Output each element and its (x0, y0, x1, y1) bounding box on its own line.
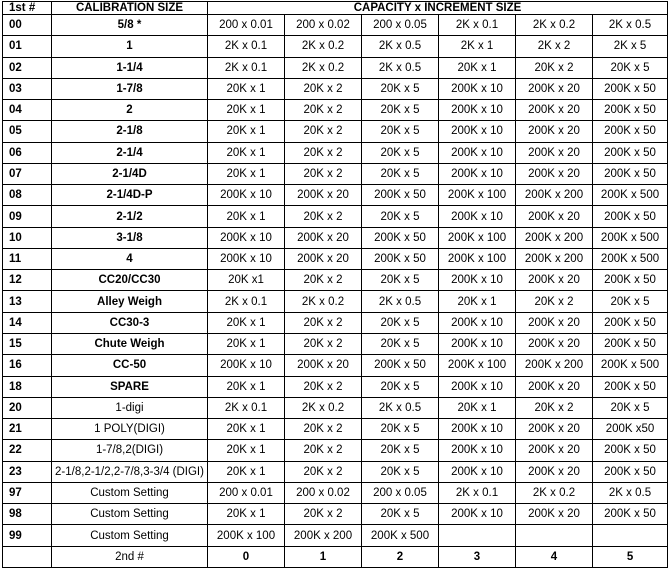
capacity-cell: 200K x 10 (439, 121, 516, 142)
capacity-cell (593, 525, 668, 546)
footer-second-number-label: 2nd # (52, 546, 208, 567)
row-calibration-size: 1-7/8,2(DIGI) (52, 440, 208, 461)
row-calibration-size: CC20/CC30 (52, 270, 208, 291)
table-row (3, 355, 668, 376)
row-calibration-size: 4 (52, 248, 208, 269)
capacity-cell: 20K x 2 (285, 270, 362, 291)
row-first-number: 06 (3, 142, 52, 163)
table-row (3, 312, 668, 333)
capacity-cell: 20K x 5 (593, 57, 668, 78)
capacity-cell: 20K x 5 (593, 291, 668, 312)
capacity-cell: 20K x 1 (439, 397, 516, 418)
table-row (3, 461, 668, 482)
table-row (3, 397, 668, 418)
table-row (3, 291, 668, 312)
capacity-cell: 200K x 200 (516, 355, 593, 376)
table-row (3, 36, 668, 57)
capacity-cell: 20K x 2 (285, 333, 362, 354)
capacity-cell (439, 525, 516, 546)
capacity-cell: 2K x 0.5 (362, 57, 439, 78)
capacity-cell: 2K x 0.2 (516, 482, 593, 503)
capacity-cell: 20K x 1 (439, 291, 516, 312)
capacity-cell: 20K x 2 (285, 312, 362, 333)
capacity-cell: 200K x 20 (516, 78, 593, 99)
capacity-cell: 200K x 50 (593, 440, 668, 461)
capacity-cell: 200K x 500 (593, 355, 668, 376)
capacity-cell: 200K x 50 (362, 185, 439, 206)
capacity-cell: 200K x 10 (208, 355, 285, 376)
capacity-cell: 200K x 10 (208, 185, 285, 206)
capacity-cell: 20K x 2 (285, 142, 362, 163)
row-first-number: 21 (3, 419, 52, 440)
row-first-number: 12 (3, 270, 52, 291)
table-row (3, 57, 668, 78)
capacity-cell: 20K x 2 (285, 419, 362, 440)
table-row (3, 482, 668, 503)
capacity-cell: 20K x 1 (208, 312, 285, 333)
capacity-cell: 200K x 50 (593, 333, 668, 354)
table-row (3, 525, 668, 546)
capacity-cell: 200K x 100 (208, 525, 285, 546)
row-first-number: 14 (3, 312, 52, 333)
table-row (3, 15, 668, 36)
capacity-cell: 200K x 50 (593, 142, 668, 163)
capacity-cell: 20K x 2 (285, 78, 362, 99)
row-calibration-size: 2-1/4 (52, 142, 208, 163)
capacity-cell: 200K x 10 (439, 312, 516, 333)
row-first-number: 03 (3, 78, 52, 99)
capacity-cell: 200K x 10 (208, 227, 285, 248)
capacity-cell: 2K x 0.5 (362, 397, 439, 418)
table-row (3, 376, 668, 397)
capacity-cell: 20K x 1 (208, 78, 285, 99)
capacity-cell: 20K x 5 (362, 163, 439, 184)
capacity-cell: 2K x 0.1 (208, 291, 285, 312)
capacity-cell: 200K x 10 (439, 100, 516, 121)
row-calibration-size: 1-7/8 (52, 78, 208, 99)
footer-second-number: 4 (516, 546, 593, 567)
capacity-cell: 200K x 20 (516, 419, 593, 440)
capacity-cell: 200K x 100 (439, 355, 516, 376)
calibration-table (2, 1, 668, 568)
capacity-cell: 20K x 1 (208, 333, 285, 354)
capacity-cell: 20K x 2 (285, 504, 362, 525)
capacity-cell: 20K x 5 (362, 461, 439, 482)
row-calibration-size: 1-digi (52, 397, 208, 418)
capacity-cell: 20K x 5 (362, 270, 439, 291)
capacity-cell: 200K x 100 (439, 185, 516, 206)
row-first-number: 20 (3, 397, 52, 418)
capacity-cell: 2K x 0.5 (593, 482, 668, 503)
capacity-cell: 200K x 50 (593, 376, 668, 397)
capacity-cell: 20K x 1 (208, 121, 285, 142)
row-first-number: 99 (3, 525, 52, 546)
row-calibration-size: 2-1/4D-P (52, 185, 208, 206)
capacity-cell: 2K x 1 (439, 36, 516, 57)
capacity-cell: 20K x 1 (208, 461, 285, 482)
row-first-number: 97 (3, 482, 52, 503)
capacity-cell: 20K x 5 (362, 376, 439, 397)
capacity-cell: 200K x 50 (593, 206, 668, 227)
header-calibration-size: CALIBRATION SIZE (52, 2, 208, 15)
capacity-cell: 2K x 2 (516, 36, 593, 57)
capacity-cell: 2K x 0.1 (439, 15, 516, 36)
table-row (3, 419, 668, 440)
row-calibration-size: 1 (52, 36, 208, 57)
row-first-number: 09 (3, 206, 52, 227)
table-row (3, 504, 668, 525)
capacity-cell: 200K x 10 (439, 419, 516, 440)
capacity-cell: 200K x 20 (516, 100, 593, 121)
capacity-cell: 200K x 200 (516, 185, 593, 206)
capacity-cell: 2K x 0.1 (208, 57, 285, 78)
capacity-cell: 200K x 20 (516, 461, 593, 482)
capacity-cell: 20K x 2 (516, 291, 593, 312)
capacity-cell: 200 x 0.02 (285, 482, 362, 503)
capacity-cell: 200K x 20 (516, 206, 593, 227)
capacity-cell: 200K x 20 (285, 227, 362, 248)
capacity-cell: 200K x 10 (439, 376, 516, 397)
header-row (3, 2, 668, 15)
row-first-number: 07 (3, 163, 52, 184)
header-first-number: 1st # (3, 2, 52, 15)
capacity-cell: 20K x 5 (362, 121, 439, 142)
capacity-cell: 20K x 5 (362, 312, 439, 333)
capacity-cell: 200K x 20 (516, 121, 593, 142)
capacity-cell: 200K x 50 (593, 504, 668, 525)
capacity-cell: 200K x 50 (362, 248, 439, 269)
capacity-cell: 200K x 20 (516, 333, 593, 354)
footer-second-number: 1 (285, 546, 362, 567)
capacity-cell: 200K x 20 (516, 504, 593, 525)
table-row (3, 163, 668, 184)
row-calibration-size: Custom Setting (52, 525, 208, 546)
capacity-cell: 20K x 5 (362, 504, 439, 525)
capacity-cell: 2K x 0.2 (285, 291, 362, 312)
row-calibration-size: 1-1/4 (52, 57, 208, 78)
capacity-cell: 20K x 2 (285, 100, 362, 121)
capacity-cell: 200K x 200 (516, 248, 593, 269)
capacity-cell: 2K x 0.2 (285, 36, 362, 57)
row-calibration-size: 5/8 * (52, 15, 208, 36)
capacity-cell: 200K x 10 (439, 333, 516, 354)
capacity-cell: 200K x 50 (593, 312, 668, 333)
table-row (3, 227, 668, 248)
capacity-cell: 200K x 10 (439, 206, 516, 227)
table-row (3, 142, 668, 163)
capacity-cell: 200K x50 (593, 419, 668, 440)
capacity-cell: 2K x 0.5 (362, 36, 439, 57)
row-first-number: 13 (3, 291, 52, 312)
capacity-cell: 200K x 20 (285, 185, 362, 206)
capacity-cell: 20K x 1 (208, 206, 285, 227)
capacity-cell: 200 x 0.02 (285, 15, 362, 36)
capacity-cell: 20K x 2 (516, 397, 593, 418)
capacity-cell: 200K x 10 (439, 461, 516, 482)
row-first-number: 22 (3, 440, 52, 461)
row-calibration-size: SPARE (52, 376, 208, 397)
table-row (3, 270, 668, 291)
capacity-cell: 20K x1 (208, 270, 285, 291)
capacity-cell: 200K x 10 (208, 248, 285, 269)
row-first-number: 10 (3, 227, 52, 248)
row-calibration-size: 2-1/2 (52, 206, 208, 227)
row-calibration-size: CC-50 (52, 355, 208, 376)
row-calibration-size: 2-1/4D (52, 163, 208, 184)
header-capacity-increment: CAPACITY x INCREMENT SIZE (208, 2, 668, 15)
row-first-number: 01 (3, 36, 52, 57)
table-row (3, 185, 668, 206)
capacity-cell: 200K x 10 (439, 270, 516, 291)
row-first-number: 04 (3, 100, 52, 121)
capacity-cell: 20K x 2 (285, 206, 362, 227)
footer-second-number: 5 (593, 546, 668, 567)
capacity-cell: 200K x 10 (439, 142, 516, 163)
capacity-cell: 20K x 1 (208, 376, 285, 397)
footer-second-number: 3 (439, 546, 516, 567)
capacity-cell: 2K x 0.1 (208, 36, 285, 57)
capacity-cell: 20K x 2 (285, 121, 362, 142)
capacity-cell: 20K x 5 (362, 100, 439, 121)
row-first-number: 11 (3, 248, 52, 269)
capacity-cell: 200K x 50 (593, 121, 668, 142)
row-first-number: 23 (3, 461, 52, 482)
capacity-cell: 2K x 0.1 (208, 397, 285, 418)
capacity-cell: 2K x 0.5 (593, 15, 668, 36)
table-row (3, 248, 668, 269)
capacity-cell: 20K x 5 (593, 397, 668, 418)
capacity-cell: 200K x 50 (593, 78, 668, 99)
capacity-cell: 20K x 5 (362, 440, 439, 461)
capacity-cell: 200K x 500 (593, 227, 668, 248)
table-body (3, 15, 668, 568)
capacity-cell: 200K x 100 (439, 248, 516, 269)
capacity-cell: 20K x 5 (362, 419, 439, 440)
capacity-cell: 200K x 100 (439, 227, 516, 248)
capacity-cell (516, 525, 593, 546)
capacity-cell: 200 x 0.01 (208, 482, 285, 503)
capacity-cell: 20K x 5 (362, 206, 439, 227)
row-calibration-size: 3-1/8 (52, 227, 208, 248)
row-first-number: 02 (3, 57, 52, 78)
table-row (3, 100, 668, 121)
row-first-number: 15 (3, 333, 52, 354)
capacity-cell: 200K x 20 (285, 248, 362, 269)
capacity-cell: 200K x 10 (439, 440, 516, 461)
row-calibration-size: 2-1/8 (52, 121, 208, 142)
row-first-number: 05 (3, 121, 52, 142)
row-calibration-size: Chute Weigh (52, 333, 208, 354)
capacity-cell: 20K x 2 (285, 376, 362, 397)
capacity-cell: 20K x 1 (439, 57, 516, 78)
table-row (3, 440, 668, 461)
capacity-cell: 20K x 1 (208, 504, 285, 525)
capacity-cell: 20K x 1 (208, 440, 285, 461)
capacity-cell: 200K x 200 (516, 227, 593, 248)
capacity-cell: 20K x 2 (285, 461, 362, 482)
capacity-cell: 20K x 5 (362, 142, 439, 163)
capacity-cell: 200K x 20 (516, 270, 593, 291)
row-calibration-size: Custom Setting (52, 482, 208, 503)
row-calibration-size: Alley Weigh (52, 291, 208, 312)
row-calibration-size: 2-1/8,2-1/2,2-7/8,3-3/4 (DIGI) (52, 461, 208, 482)
capacity-cell: 2K x 0.2 (285, 397, 362, 418)
row-calibration-size: Custom Setting (52, 504, 208, 525)
row-calibration-size: 2 (52, 100, 208, 121)
capacity-cell: 20K x 1 (208, 100, 285, 121)
capacity-cell: 200K x 20 (285, 355, 362, 376)
row-first-number: 00 (3, 15, 52, 36)
footer-second-number: 0 (208, 546, 285, 567)
row-calibration-size: CC30-3 (52, 312, 208, 333)
row-first-number: 18 (3, 376, 52, 397)
capacity-cell: 2K x 5 (593, 36, 668, 57)
table-row (3, 78, 668, 99)
capacity-cell: 200K x 50 (593, 270, 668, 291)
capacity-cell: 200K x 50 (593, 461, 668, 482)
capacity-cell: 200K x 50 (362, 227, 439, 248)
capacity-cell: 200K x 500 (593, 248, 668, 269)
capacity-cell: 200K x 10 (439, 163, 516, 184)
capacity-cell: 20K x 1 (208, 142, 285, 163)
capacity-cell: 20K x 2 (285, 163, 362, 184)
capacity-cell: 200K x 200 (285, 525, 362, 546)
capacity-cell: 200K x 20 (516, 376, 593, 397)
capacity-cell: 2K x 0.2 (516, 15, 593, 36)
footer-second-number: 2 (362, 546, 439, 567)
capacity-cell: 200 x 0.05 (362, 482, 439, 503)
capacity-cell: 200K x 50 (593, 163, 668, 184)
capacity-cell: 200K x 500 (593, 185, 668, 206)
capacity-cell: 200K x 20 (516, 312, 593, 333)
capacity-cell: 200K x 500 (362, 525, 439, 546)
capacity-cell: 2K x 0.2 (285, 57, 362, 78)
footer-row (3, 546, 668, 567)
capacity-cell: 200K x 20 (516, 142, 593, 163)
capacity-cell: 200K x 10 (439, 504, 516, 525)
capacity-cell: 20K x 2 (516, 57, 593, 78)
capacity-cell: 200K x 10 (439, 78, 516, 99)
row-first-number: 16 (3, 355, 52, 376)
capacity-cell: 20K x 2 (285, 440, 362, 461)
capacity-cell: 20K x 1 (208, 163, 285, 184)
table-row (3, 333, 668, 354)
capacity-cell: 200K x 20 (516, 440, 593, 461)
row-first-number: 08 (3, 185, 52, 206)
capacity-cell: 2K x 0.5 (362, 291, 439, 312)
capacity-cell: 200 x 0.05 (362, 15, 439, 36)
capacity-cell: 200K x 20 (516, 163, 593, 184)
row-first-number: 98 (3, 504, 52, 525)
capacity-cell: 200K x 50 (362, 355, 439, 376)
capacity-cell: 20K x 5 (362, 333, 439, 354)
capacity-cell: 20K x 1 (208, 419, 285, 440)
table-row (3, 121, 668, 142)
capacity-cell: 20K x 5 (362, 78, 439, 99)
capacity-cell: 200K x 50 (593, 100, 668, 121)
table-row (3, 206, 668, 227)
row-calibration-size: 1 POLY(DIGI) (52, 419, 208, 440)
capacity-cell: 200 x 0.01 (208, 15, 285, 36)
capacity-cell: 2K x 0.1 (439, 482, 516, 503)
footer-empty-cell (3, 546, 52, 567)
